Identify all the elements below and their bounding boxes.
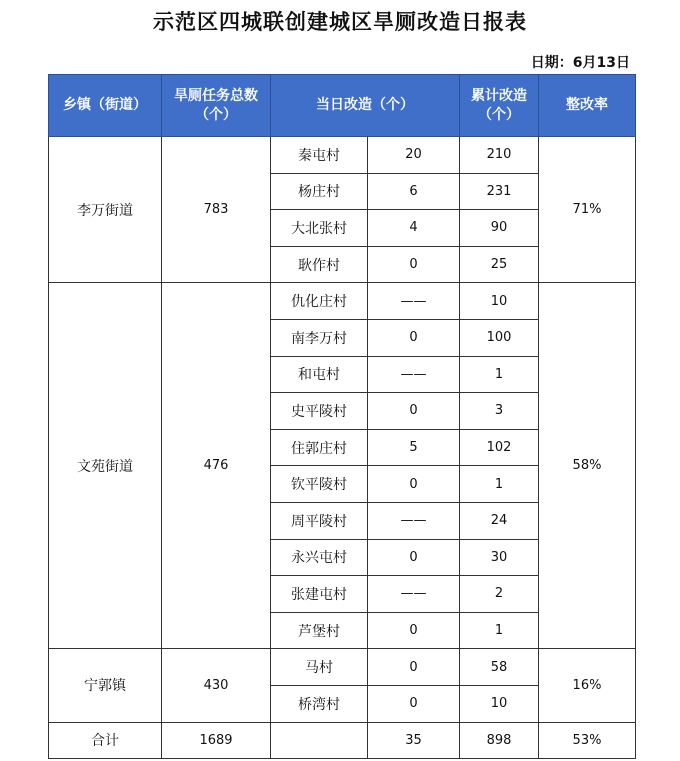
village-daily: 0 bbox=[368, 612, 460, 649]
total-village-blank bbox=[271, 722, 368, 759]
village-daily: 0 bbox=[368, 649, 460, 686]
village-name: 永兴屯村 bbox=[271, 539, 368, 576]
header-cumulative-line1: 累计改造 bbox=[471, 87, 527, 104]
village-name: 耿作村 bbox=[271, 246, 368, 283]
report-date: 日期：6月13日 bbox=[530, 55, 630, 71]
village-name: 马村 bbox=[271, 649, 368, 686]
village-cumulative: 1 bbox=[460, 466, 539, 503]
village-daily: 6 bbox=[368, 173, 460, 210]
town-cell: 宁郭镇 bbox=[49, 649, 162, 722]
table-header-row bbox=[49, 75, 636, 137]
village-daily: 0 bbox=[368, 246, 460, 283]
header-total-task-line2: （个） bbox=[195, 106, 237, 123]
village-cumulative: 90 bbox=[460, 210, 539, 247]
village-name: 和屯村 bbox=[271, 356, 368, 393]
village-cumulative: 100 bbox=[460, 319, 539, 356]
town-total-task: 476 bbox=[162, 283, 271, 649]
table-row bbox=[49, 649, 636, 686]
village-daily: 0 bbox=[368, 319, 460, 356]
village-name: 仇化庄村 bbox=[271, 283, 368, 320]
village-name: 桥湾村 bbox=[271, 685, 368, 722]
village-name: 杨庄村 bbox=[271, 173, 368, 210]
header-town: 乡镇（街道） bbox=[49, 75, 162, 137]
village-daily: 0 bbox=[368, 539, 460, 576]
village-cumulative: 2 bbox=[460, 576, 539, 613]
header-daily: 当日改造（个） bbox=[271, 75, 460, 137]
village-name: 住郭庄村 bbox=[271, 429, 368, 466]
village-name: 张建屯村 bbox=[271, 576, 368, 613]
town-rate: 58% bbox=[539, 283, 636, 649]
village-cumulative: 10 bbox=[460, 685, 539, 722]
village-cumulative: 3 bbox=[460, 393, 539, 430]
village-name: 大北张村 bbox=[271, 210, 368, 247]
village-cumulative: 10 bbox=[460, 283, 539, 320]
total-label: 合计 bbox=[49, 722, 162, 759]
report-table bbox=[48, 74, 636, 759]
total-task-sum: 1689 bbox=[162, 722, 271, 759]
village-daily: 0 bbox=[368, 466, 460, 503]
table-row bbox=[49, 137, 636, 174]
table-body bbox=[49, 137, 636, 723]
total-rate: 53% bbox=[539, 722, 636, 759]
village-cumulative: 231 bbox=[460, 173, 539, 210]
village-cumulative: 1 bbox=[460, 356, 539, 393]
village-daily: 0 bbox=[368, 393, 460, 430]
village-daily: —— bbox=[368, 283, 460, 320]
village-name: 史平陵村 bbox=[271, 393, 368, 430]
village-cumulative: 24 bbox=[460, 502, 539, 539]
village-cumulative: 210 bbox=[460, 137, 539, 174]
village-daily: —— bbox=[368, 502, 460, 539]
report-title: 示范区四城联创建城区旱厕改造日报表 bbox=[153, 10, 527, 34]
header-cumulative-line2: （个） bbox=[478, 106, 520, 123]
total-cumulative-sum: 898 bbox=[460, 722, 539, 759]
total-row bbox=[49, 722, 636, 759]
header-total-task bbox=[162, 75, 271, 137]
village-cumulative: 58 bbox=[460, 649, 539, 686]
town-rate: 16% bbox=[539, 649, 636, 722]
header-total-task-line1: 旱厕任务总数 bbox=[174, 87, 258, 104]
town-total-task: 783 bbox=[162, 137, 271, 283]
village-cumulative: 1 bbox=[460, 612, 539, 649]
header-rate: 整改率 bbox=[539, 75, 636, 137]
village-cumulative: 102 bbox=[460, 429, 539, 466]
village-name: 南李万村 bbox=[271, 319, 368, 356]
village-name: 芦堡村 bbox=[271, 612, 368, 649]
town-rate: 71% bbox=[539, 137, 636, 283]
village-name: 周平陵村 bbox=[271, 502, 368, 539]
header-cumulative bbox=[460, 75, 539, 137]
town-total-task: 430 bbox=[162, 649, 271, 722]
table-row bbox=[49, 283, 636, 320]
village-name: 钦平陵村 bbox=[271, 466, 368, 503]
village-daily: 0 bbox=[368, 685, 460, 722]
town-cell: 文苑街道 bbox=[49, 283, 162, 649]
village-daily: —— bbox=[368, 356, 460, 393]
village-cumulative: 30 bbox=[460, 539, 539, 576]
village-daily: 4 bbox=[368, 210, 460, 247]
total-daily-sum: 35 bbox=[368, 722, 460, 759]
town-cell: 李万街道 bbox=[49, 137, 162, 283]
village-daily: 20 bbox=[368, 137, 460, 174]
village-name: 秦屯村 bbox=[271, 137, 368, 174]
village-daily: —— bbox=[368, 576, 460, 613]
village-daily: 5 bbox=[368, 429, 460, 466]
village-cumulative: 25 bbox=[460, 246, 539, 283]
